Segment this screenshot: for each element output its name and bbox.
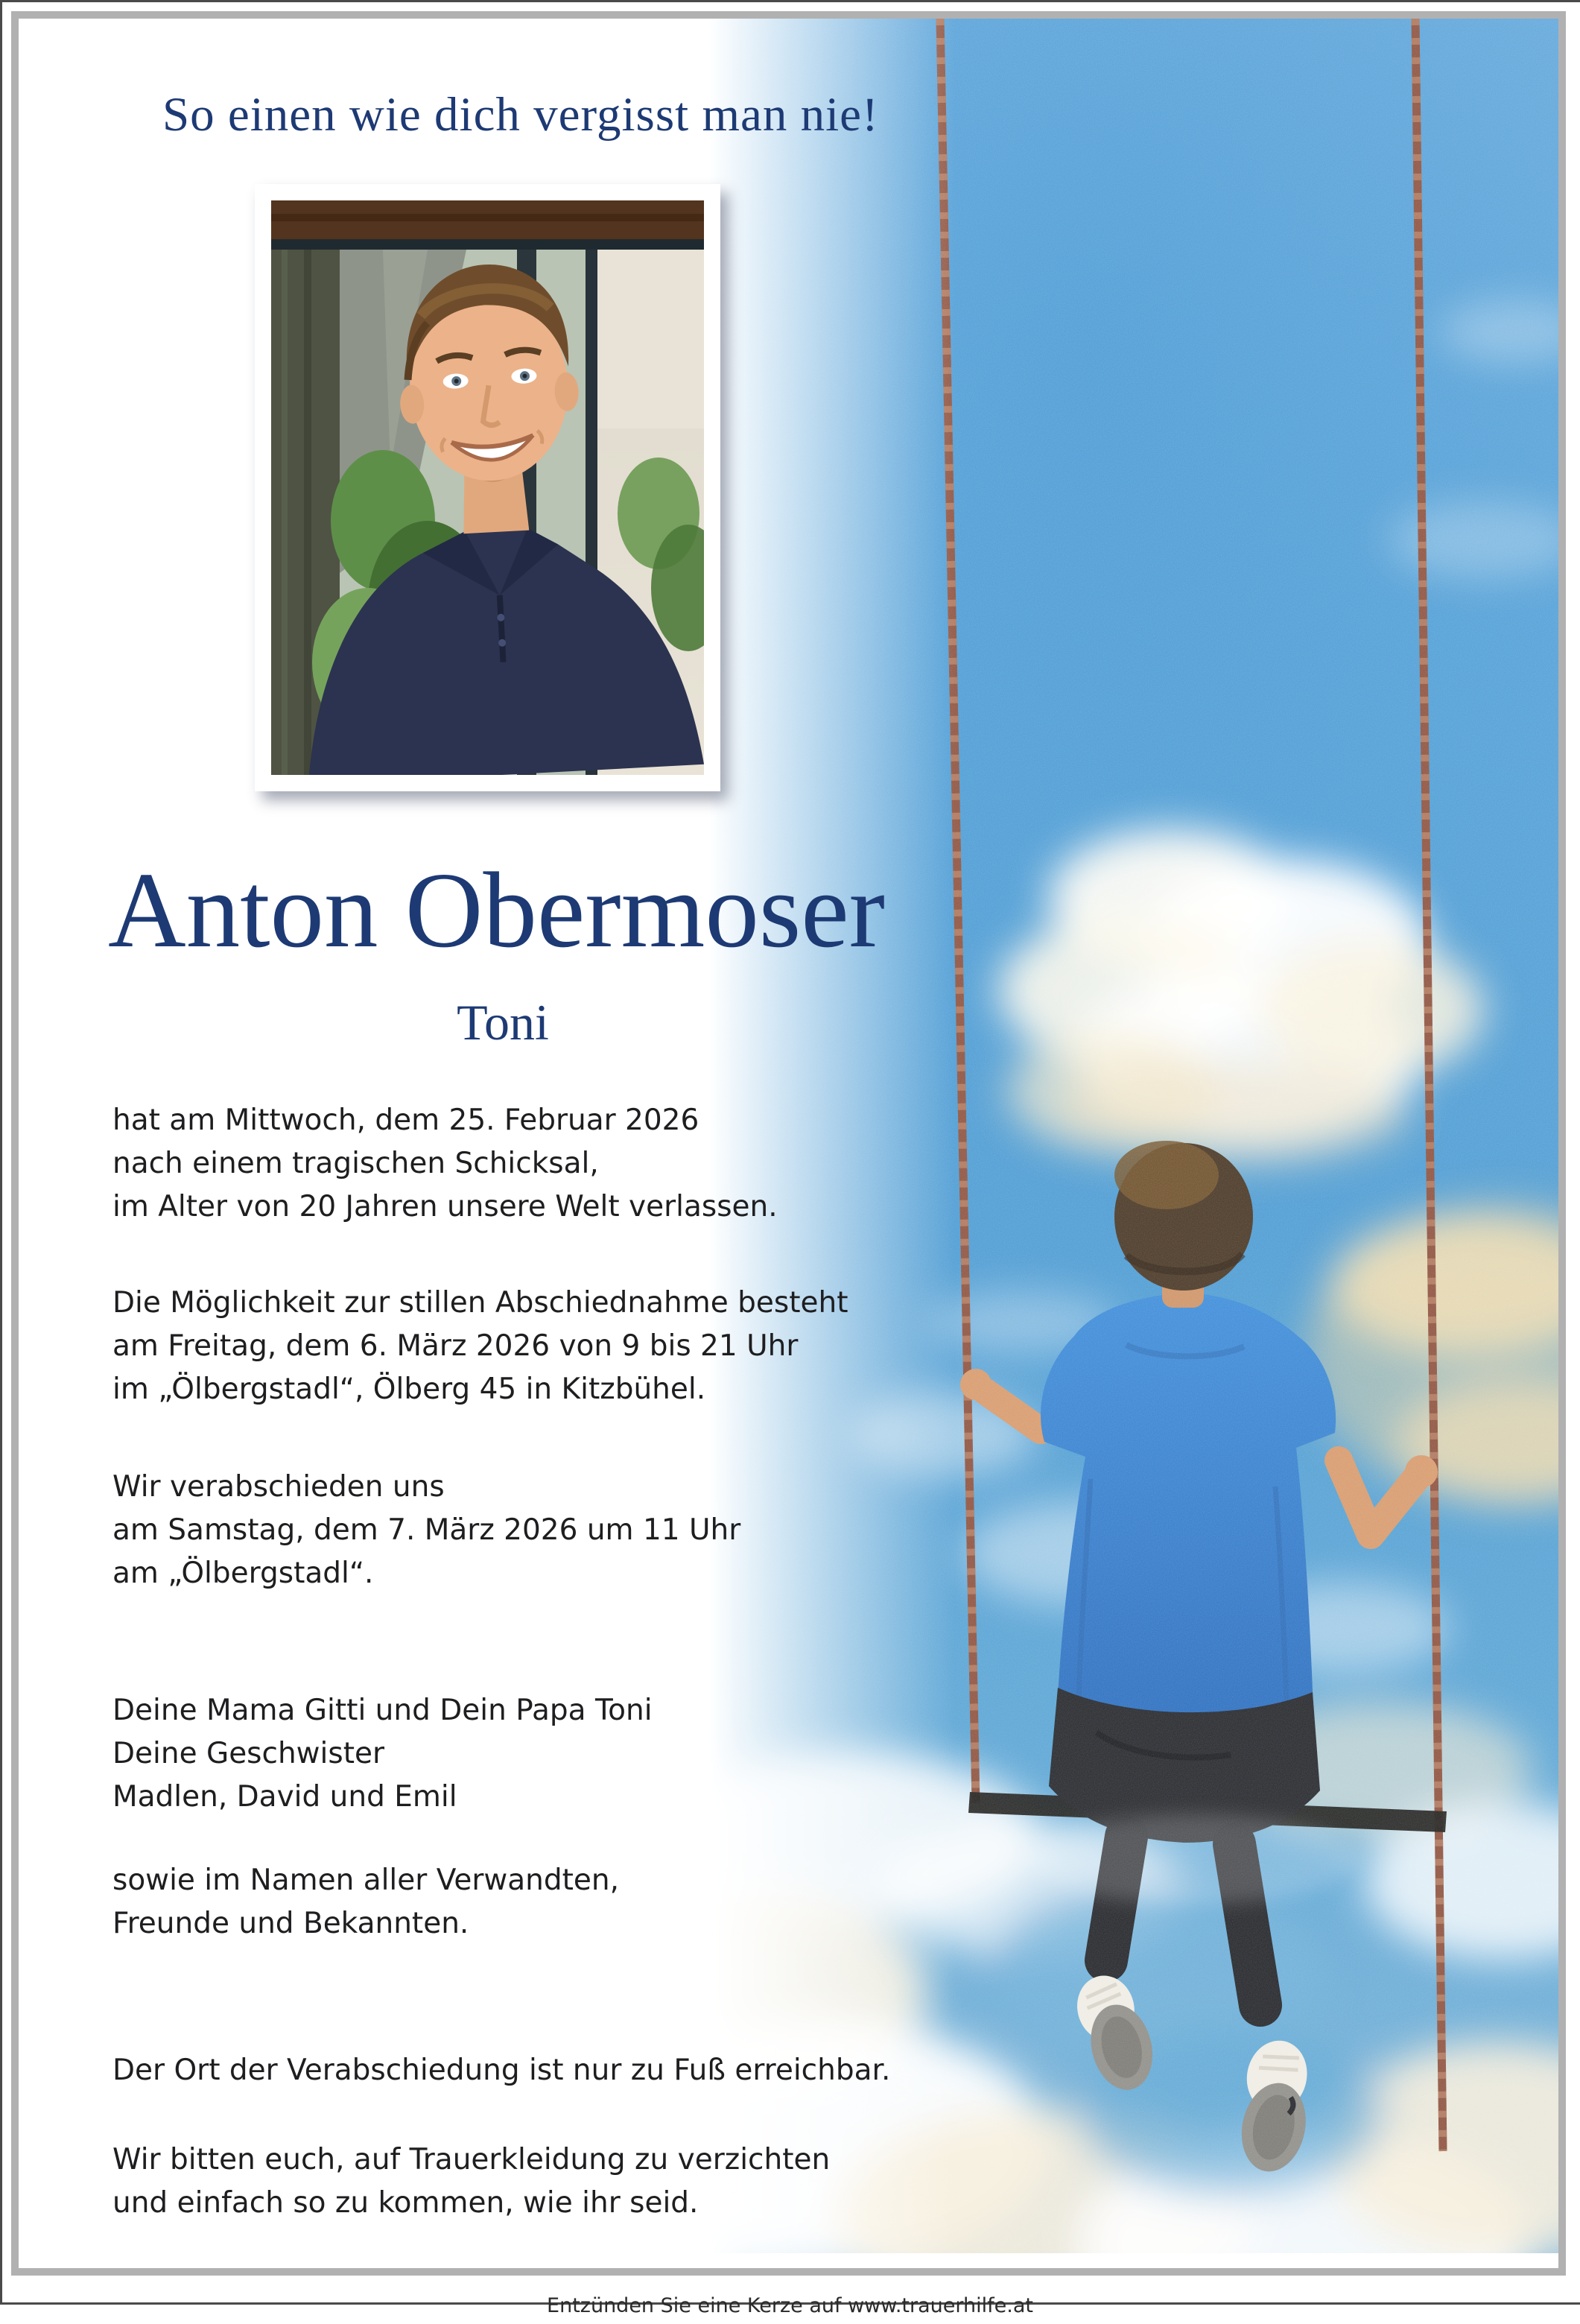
text-line: Wir bitten euch, auf Trauerkleidung zu verzichten xyxy=(112,2143,831,2176)
relatives-note xyxy=(112,1859,619,1945)
text-line: Deine Geschwister xyxy=(112,1737,385,1770)
memorial-card xyxy=(19,19,1558,2253)
viewing-info xyxy=(112,1282,848,1411)
candle-footer xyxy=(0,2287,1580,2324)
headline: So einen wie dich vergisst man nie! xyxy=(162,88,879,142)
deceased-name: Anton Obermoser xyxy=(108,851,885,970)
location-note xyxy=(112,2049,890,2092)
text-line: hat am Mittwoch, dem 25. Februar 2026 xyxy=(112,1104,699,1137)
text-line: am Freitag, dem 6. März 2026 von 9 bis 21 Uhr xyxy=(112,1329,799,1363)
portrait-photo xyxy=(255,184,720,791)
text-line: Deine Mama Gitti und Dein Papa Toni xyxy=(112,1694,653,1727)
text-line: im „Ölbergstadl“, Ölberg 45 in Kitzbühel. xyxy=(112,1372,706,1406)
text-line: Die Möglichkeit zur stillen Abschiednahme besteht xyxy=(112,1286,848,1320)
swing-painting xyxy=(709,19,1558,2253)
clothing-note xyxy=(112,2138,830,2225)
memorial-card-frame xyxy=(11,11,1566,2276)
text-line: Der Ort der Verabschiedung ist nur zu Fuß erreichbar. xyxy=(112,2054,891,2087)
death-announcement xyxy=(112,1099,778,1229)
text-line: Freunde und Bekannten. xyxy=(112,1907,469,1940)
text-line: im Alter von 20 Jahren unsere Welt verlassen. xyxy=(112,1190,778,1223)
text-line: Wir verabschieden uns xyxy=(112,1470,445,1504)
text-line: nach einem tragischen Schicksal, xyxy=(112,1147,599,1180)
text-line: sowie im Namen aller Verwandten, xyxy=(112,1864,620,1897)
text-line: Madlen, David und Emil xyxy=(112,1780,457,1814)
candle-link[interactable]: Entzünden Sie eine Kerze auf www.trauerhilfe.at xyxy=(547,2293,1033,2317)
text-line: und einfach so zu kommen, wie ihr seid. xyxy=(112,2186,699,2220)
farewell-info xyxy=(112,1466,740,1595)
family-names xyxy=(112,1689,653,1819)
portrait-photo-svg xyxy=(271,200,704,775)
swing-painting-svg xyxy=(709,19,1558,2253)
deceased-nickname: Toni xyxy=(457,994,549,1051)
text-line: am „Ölbergstadl“. xyxy=(112,1557,374,1590)
text-line: am Samstag, dem 7. März 2026 um 11 Uhr xyxy=(112,1513,741,1547)
